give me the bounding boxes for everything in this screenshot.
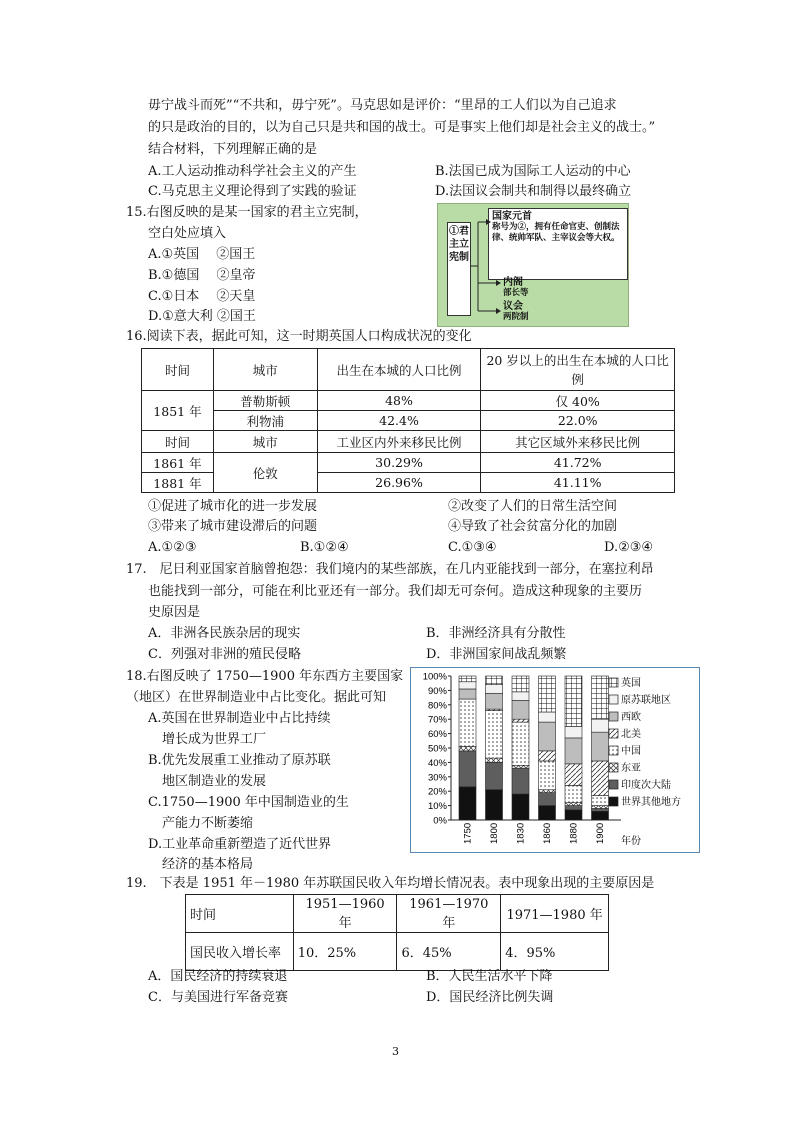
legend-swatch	[609, 746, 618, 755]
q19-table	[185, 894, 609, 971]
q14-option-d: D.法国议会制共和制得以最终确立	[435, 184, 632, 199]
bar-segment	[565, 806, 582, 810]
bar-segment	[512, 719, 529, 722]
q16-header-city: 城市	[213, 349, 317, 391]
bar-segment	[539, 806, 556, 820]
bar-segment	[512, 692, 529, 701]
q19-option-a: A．国民经济的持续衰退	[148, 969, 288, 984]
q16-choice-1: ①促进了城市化的进一步发展	[148, 499, 318, 514]
x-tick-label: 1860	[542, 822, 553, 844]
bar-segment	[512, 768, 529, 794]
q18-option-d-2: 经济的基本格局	[162, 857, 254, 872]
q15-stem-1: 15.右图反映的是某一国家的君主立宪制，	[126, 205, 368, 220]
x-tick-label: 1750	[462, 822, 474, 844]
q16-header-born20: 20 岁以上的出生在本城的人口比例	[481, 349, 675, 391]
q16-choice-2: ②改变了人们的日常生活空间	[448, 499, 618, 514]
bar-segment	[539, 676, 556, 712]
y-tick-label: 30%	[427, 772, 447, 784]
legend-swatch	[609, 712, 618, 721]
q18-option-a-2: 增长成为世界工厂	[162, 732, 267, 747]
q19-stem: 19. 下表是 1951 年－1980 年苏联国民收入年均增长情况表。表中现象出现的主要原因是	[126, 876, 655, 891]
bar-segment	[592, 761, 609, 796]
bar-segment	[459, 676, 476, 682]
q16-stem: 16.阅读下表，据此可知，这一时期英国人口构成状况的变化	[126, 329, 472, 344]
q16-year-1861: 1861 年	[142, 453, 214, 473]
manufacturing-share-chart	[410, 667, 700, 853]
bar-segment	[486, 676, 503, 685]
q16-option-b: B.①②④	[300, 540, 349, 555]
q18-option-c-1: C.1750—1900 年中国制造业的生	[148, 795, 349, 810]
q16-option-a: A.①②③	[148, 540, 197, 555]
bar-segment	[592, 806, 609, 809]
q15-option-a: A.①英国 ②国王	[148, 247, 256, 262]
legend-label: 原苏联地区	[621, 695, 671, 706]
q15-stem-2: 空白处应填入	[148, 226, 227, 241]
y-tick-label: 10%	[427, 801, 447, 813]
bar-segment	[565, 764, 582, 786]
q16-year-1881: 1881 年	[142, 473, 214, 493]
q19-period-1: 1951—1960 年	[293, 895, 397, 933]
bar-segment	[539, 761, 556, 790]
y-tick-label: 70%	[427, 714, 447, 726]
q16-header2-other: 其它区域外来移民比例	[481, 431, 675, 453]
q19-header-rate: 国民收入增长率	[186, 933, 294, 971]
bar-segment	[459, 787, 476, 820]
y-tick-label: 100%	[422, 671, 447, 683]
q15-option-b: B.①德国 ②皇帝	[148, 268, 256, 283]
legend-swatch	[609, 780, 618, 789]
y-tick-label: 20%	[427, 786, 447, 798]
q15-option-d: D.①意大利 ②国王	[148, 309, 256, 324]
y-tick-label: 0%	[433, 815, 447, 827]
q19-option-b: B．人民生活水平下降	[426, 969, 553, 984]
bar-segment	[565, 785, 582, 802]
q18-option-a-1: A.英国在世界制造业中占比持续	[148, 711, 331, 726]
diagram-parliament-title: 议会	[503, 301, 523, 312]
q16-cell: 26.96%	[317, 473, 481, 493]
q18-option-d-1: D.工业革命重新塑造了近代世界	[148, 837, 332, 852]
bar-segment	[486, 693, 503, 709]
q14-option-b: B.法国已成为国际工人运动的中心	[435, 164, 631, 179]
q17-option-b: B．非洲经济具有分散性	[426, 626, 566, 641]
x-tick-label: 1880	[568, 822, 580, 844]
q16-header-born: 出生在本城的人口比例	[317, 349, 481, 391]
bar-segment	[459, 751, 476, 787]
q17-option-c: C．列强对非洲的殖民侵略	[148, 647, 301, 662]
q16-option-d: D.②③④	[604, 540, 654, 555]
y-tick-label: 80%	[427, 700, 447, 712]
bar-segment	[539, 790, 556, 793]
q19-option-d: D．国民经济比例失调	[426, 990, 554, 1005]
y-tick-label: 50%	[427, 743, 447, 755]
bar-segment	[459, 699, 476, 747]
bar-segment	[592, 811, 609, 820]
q16-city-london: 伦敦	[213, 453, 317, 493]
q16-city-liverpool: 利物浦	[213, 411, 317, 431]
q19-period-2: 1961—1970 年	[397, 895, 501, 933]
q19-period-3: 1971—1980 年	[501, 895, 609, 933]
q17-line3: 史原因是	[148, 605, 201, 620]
bar-segment	[539, 793, 556, 806]
diagram-cabinet-desc: 部长等	[503, 288, 529, 298]
x-tick-label: 1800	[489, 822, 500, 844]
q16-cell: 42.4%	[317, 411, 481, 431]
bar-segment	[565, 810, 582, 820]
diagram-cabinet-title: 内阁	[503, 277, 523, 288]
bar-segment	[486, 758, 503, 762]
q14-line3: 结合材料，下列理解正确的是	[148, 142, 318, 157]
x-tick-label: 1830	[515, 822, 527, 844]
legend-swatch	[609, 678, 618, 687]
q18-option-b-1: B.优先发展重工业推动了原苏联	[148, 753, 331, 768]
bar-segment	[512, 676, 529, 692]
bar-segment	[512, 700, 529, 719]
bar-segment	[592, 719, 609, 732]
q17-line1: 17. 尼日利亚国家首脑曾抱怨：我们境内的某些部族，在几内亚能找到一部分，在塞拉利昂	[126, 562, 654, 577]
legend-label: 世界其他地方	[621, 797, 681, 808]
q19-option-c: C．与美国进行军备竞赛	[148, 990, 288, 1005]
q14-line2: 的只是政治的目的，以为自己只是共和国的战士。可是事实上他们却是社会主义的战士。”	[148, 120, 656, 135]
bar-segment	[486, 762, 503, 789]
q16-header2-time: 时间	[142, 431, 214, 453]
page-number: 3	[392, 1045, 399, 1058]
bar-segment	[459, 747, 476, 751]
q16-table	[141, 348, 675, 493]
q16-cell: 30.29%	[317, 453, 481, 473]
q14-option-a: A.工人运动推动科学社会主义的产生	[148, 164, 357, 179]
q18-line1: 18.右图反映了 1750—1900 年东西方主要国家	[126, 669, 404, 684]
q19-rate-2: 6．45%	[397, 933, 501, 971]
bar-segment	[512, 765, 529, 768]
bar-segment	[565, 738, 582, 764]
q16-option-c: C.①③④	[448, 540, 497, 555]
x-tick-label: 1900	[595, 822, 606, 844]
q16-cell: 22.0%	[481, 411, 675, 431]
diagram-head-desc: 称号为②，拥有任命官吏、创制法律、统帅军队、主宰议会等大权。	[492, 222, 620, 243]
legend-label: 中国	[621, 746, 641, 757]
q14-option-c: C.马克思主义理论得到了实践的验证	[148, 184, 357, 199]
bar-segment	[592, 796, 609, 806]
legend-swatch	[609, 729, 618, 738]
bar-segment	[539, 712, 556, 722]
bar-segment	[592, 808, 609, 811]
q19-header-time: 时间	[186, 895, 294, 933]
q16-year-1851: 1851 年	[142, 391, 214, 431]
q15-option-c: C.①日本 ②天皇	[148, 289, 256, 304]
q19-rate-1: 10．25%	[293, 933, 397, 971]
bar-segment	[512, 722, 529, 765]
q16-cell: 41.11%	[481, 473, 675, 493]
legend-swatch	[609, 763, 618, 772]
bar-segment	[539, 722, 556, 751]
bar-segment	[592, 732, 609, 761]
q18-option-c-2: 产能力不断萎缩	[162, 816, 254, 831]
legend-label: 西欧	[621, 712, 641, 723]
bar-segment	[486, 790, 503, 820]
bar-segment	[565, 726, 582, 738]
bar-segment	[486, 685, 503, 694]
legend-swatch	[609, 695, 618, 704]
diagram-arrows	[438, 204, 628, 326]
diagram-left-box: ①君主立宪制	[447, 222, 471, 316]
q17-line2: 也能找到一部分，可能在利比亚还有一部分。我们却无可奈何。造成这种现象的主要历	[148, 584, 643, 599]
q16-city-preston: 普勒斯顿	[213, 391, 317, 411]
bar-segment	[459, 689, 476, 699]
diagram-head-title: 国家元首	[492, 211, 532, 222]
diagram-parliament-desc: 两院制	[503, 312, 529, 322]
q19-rate-3: 4．95%	[501, 933, 609, 971]
y-tick-label: 90%	[427, 685, 447, 697]
bar-segment	[539, 751, 556, 761]
legend-label: 英国	[621, 678, 641, 689]
bar-segment	[565, 803, 582, 806]
y-tick-label: 40%	[427, 757, 447, 769]
bar-segment	[592, 676, 609, 719]
bar-segment	[565, 676, 582, 726]
q16-choice-3: ③带来了城市建设滞后的问题	[148, 519, 318, 534]
q16-cell: 48%	[317, 391, 481, 411]
constitutional-monarchy-diagram	[437, 203, 629, 327]
legend-swatch	[609, 797, 618, 806]
q14-line1: 毋宁战斗而死”“不共和，毋宁死”。马克思如是评价：“里昂的工人们以为自己追求	[148, 98, 617, 113]
legend-label: 印度次大陆	[621, 780, 671, 791]
q16-header2-industrial: 工业区内外来移民比例	[317, 431, 481, 453]
q16-cell: 41.72%	[481, 453, 675, 473]
legend-label: 北美	[621, 729, 641, 740]
legend-label: 东亚	[621, 763, 641, 774]
y-tick-label: 60%	[427, 729, 447, 741]
x-axis-label: 年份	[621, 836, 641, 847]
q18-line2: （地区）在世界制造业中占比变化。据此可知	[126, 690, 387, 705]
q16-cell: 仅 40%	[481, 391, 675, 411]
bar-segment	[459, 682, 476, 689]
q17-option-d: D．非洲国家间战乱频繁	[426, 647, 567, 662]
q16-header-time: 时间	[142, 349, 214, 391]
chart-svg	[411, 668, 699, 852]
q16-header2-city: 城市	[213, 431, 317, 453]
q17-option-a: A．非洲各民族杂居的现实	[148, 626, 301, 641]
bar-segment	[486, 711, 503, 759]
q18-option-b-2: 地区制造业的发展	[162, 774, 267, 789]
q16-choice-4: ④导致了社会贫富分化的加剧	[448, 519, 618, 534]
bar-segment	[512, 794, 529, 820]
